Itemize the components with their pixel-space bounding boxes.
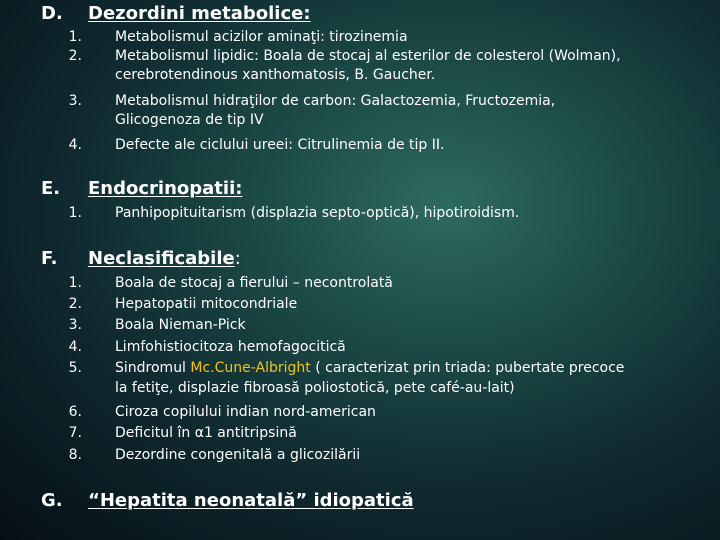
f-item-5-text-cont: la fetiţe, displazie fibroasă poliostotică, pete café-au-lait) <box>115 380 515 396</box>
d-item-2-number: 2. <box>68 48 82 64</box>
d-item-1-number: 1. <box>68 29 82 45</box>
section-f-title-text: Neclasificabile <box>88 248 235 269</box>
f-item-1-number: 1. <box>68 275 82 291</box>
d-item-3-number: 3. <box>68 93 82 109</box>
section-e-title: Endocrinopatii: <box>88 178 243 199</box>
f-item-7-number: 7. <box>68 425 82 441</box>
f-item-5-highlight: Mc.Cune-Albright <box>190 360 311 376</box>
section-g-title: “Hepatita neonatală” idiopatică <box>88 490 414 511</box>
d-item-2-text-cont: cerebrotendinous xanthomatosis, B. Gaucher. <box>115 67 436 83</box>
d-item-2-text: Metabolismul lipidic: Boala de stocaj al esterilor de colesterol (Wolman), <box>115 48 621 64</box>
f-item-2-number: 2. <box>68 296 82 312</box>
d-item-4-number: 4. <box>68 137 82 153</box>
f-item-5-text <box>115 360 715 377</box>
f-item-4-text: Limfohistiocitoza hemofagocitică <box>115 339 346 355</box>
f-item-6-number: 6. <box>68 404 82 420</box>
f-item-5-number: 5. <box>68 360 82 376</box>
e-item-1-text: Panhipopituitarism (displazia septo-optică), hipotiroidism. <box>115 205 520 221</box>
section-f-title-colon: : <box>234 248 241 269</box>
f-item-2-text: Hepatopatii mitocondriale <box>115 296 298 312</box>
d-item-3-text: Metabolismul hidraţilor de carbon: Galactozemia, Fructozemia, <box>115 93 556 109</box>
d-item-1-text: Metabolismul acizilor aminaţi: tirozinemia <box>115 29 408 45</box>
section-d-letter: D. <box>41 3 63 24</box>
e-item-1-number: 1. <box>68 205 82 221</box>
f-item-3-text: Boala Nieman-Pick <box>115 317 246 333</box>
f-item-4-number: 4. <box>68 339 82 355</box>
d-item-3-text-cont: Glicogenoza de tip IV <box>115 112 264 128</box>
f-item-1-text: Boala de stocaj a fierului – necontrolată <box>115 275 393 291</box>
d-item-4-text: Defecte ale ciclului ureei: Citrulinemia de tip II. <box>115 137 445 153</box>
section-e-letter: E. <box>41 178 61 199</box>
section-f-title <box>88 248 241 270</box>
section-f-letter: F. <box>41 248 58 269</box>
section-d-title: Dezordini metabolice: <box>88 3 311 24</box>
f-item-8-number: 8. <box>68 447 82 463</box>
f-item-5-suffix: ( caracterizat prin triada: pubertate precoce <box>310 360 625 376</box>
section-g-letter: G. <box>41 490 63 511</box>
f-item-6-text: Ciroza copilului indian nord-american <box>115 404 376 420</box>
f-item-5-prefix: Sindromul <box>115 360 191 376</box>
f-item-3-number: 3. <box>68 317 82 333</box>
f-item-8-text: Dezordine congenitală a glicozilării <box>115 447 361 463</box>
f-item-7-text: Deficitul în α1 antitripsină <box>115 425 297 441</box>
